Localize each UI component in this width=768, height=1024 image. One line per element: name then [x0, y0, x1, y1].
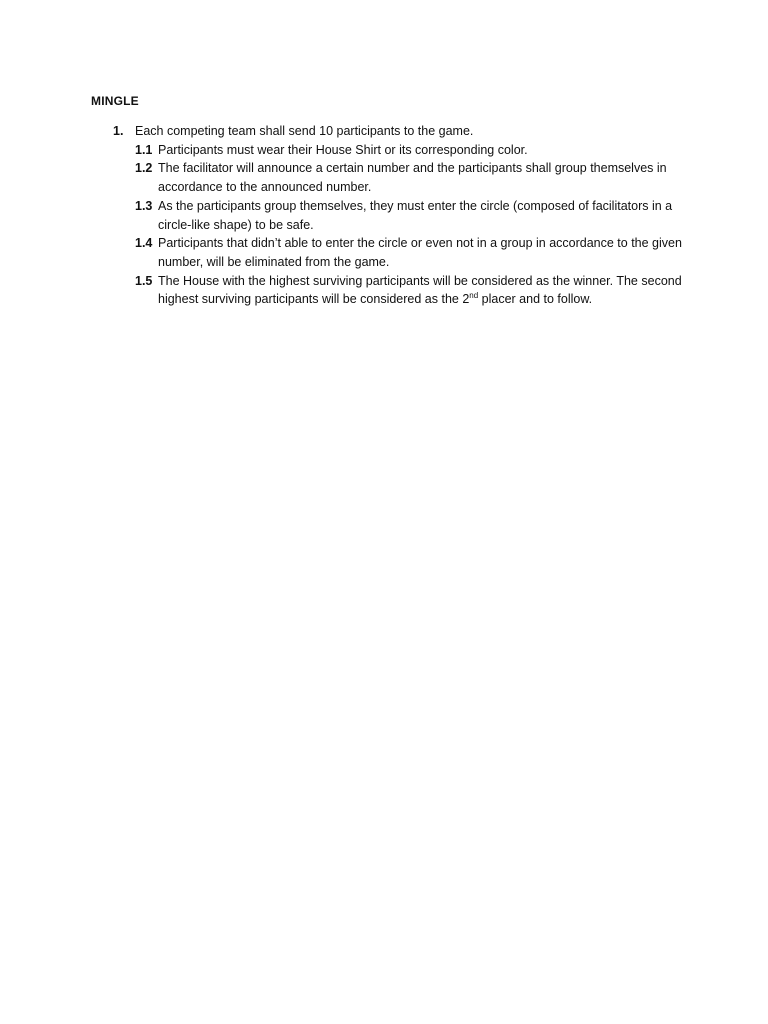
subitem-number: 1.2 — [135, 161, 153, 176]
sub-list-item — [0, 272, 683, 309]
subitem-text: The facilitator will announce a certain number and the participants shall group themselves in accordance to the announced number. — [158, 161, 667, 195]
subitem-text-after: placer and to follow. — [478, 292, 593, 307]
subitem-text: As the participants group themselves, they must enter the circle (composed of facilitators in a circle-like shape) to be safe. — [158, 198, 673, 232]
rules-list — [0, 122, 768, 309]
sub-list-item — [0, 159, 683, 196]
ordinal-superscript: nd — [469, 291, 479, 301]
item-text: Each competing team shall send 10 participants to the game. — [135, 124, 474, 138]
sub-list-item — [0, 141, 683, 160]
item-number: 1. — [113, 124, 124, 138]
subitem-number: 1.3 — [135, 198, 153, 213]
subitem-text-before: The House with the highest surviving participants will be considered as the winner. The second highest surviving participants will be considered as the 2 — [158, 273, 682, 307]
list-item — [0, 122, 675, 141]
document-title: MINGLE — [91, 94, 139, 108]
sub-list-item — [0, 197, 683, 234]
subitem-text: Participants that didn’t able to enter the circle or even not in a group in accordance to the given number, will be eliminated from the game. — [158, 236, 682, 269]
subitem-number: 1.4 — [135, 236, 153, 251]
subitem-number: 1.5 — [135, 273, 153, 288]
subitem-text: Participants must wear their House Shirt or its corresponding color. — [158, 142, 528, 157]
sub-list-item — [0, 234, 683, 271]
subitem-number: 1.1 — [135, 142, 153, 157]
